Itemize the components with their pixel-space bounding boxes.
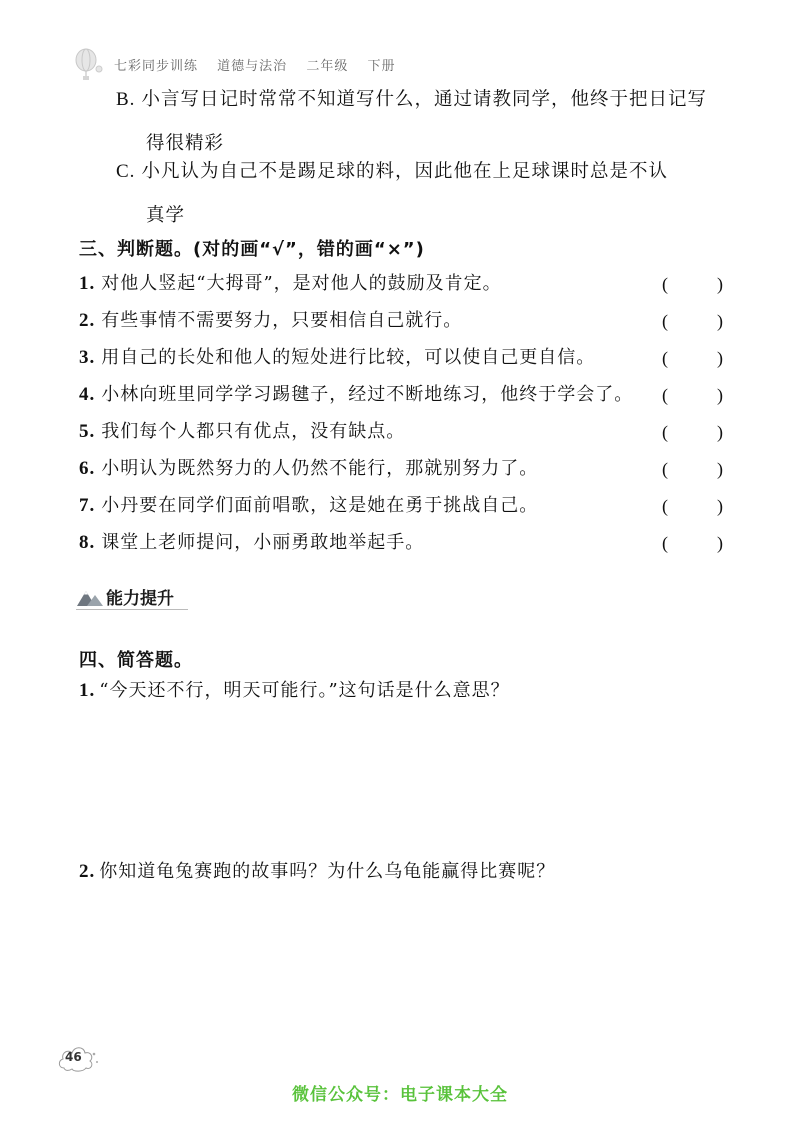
watermark-text: 微信公众号：电子课本大全 (292, 1085, 508, 1105)
answer-blank[interactable]: ( ) (662, 533, 724, 553)
question-text: 你知道龟兔赛跑的故事吗？为什么乌龟能赢得比赛呢？ (99, 861, 556, 882)
option-text-line2: 得很精彩 (146, 133, 225, 154)
item-text: 小丹要在同学们面前唱歌，这是她在勇于挑战自己。 (101, 495, 539, 516)
option-c (116, 150, 736, 238)
answer-blank[interactable]: ( ) (662, 274, 724, 294)
item-number: 5. (79, 421, 96, 442)
question-item (79, 857, 729, 887)
option-text-line2: 真学 (146, 205, 186, 226)
answer-blank[interactable]: ( ) (662, 348, 724, 368)
item-text: 课堂上老师提问，小丽勇敢地举起手。 (101, 532, 425, 553)
header-grade: 二年级 (306, 58, 349, 74)
item-number: 4. (79, 384, 96, 405)
judgment-item (79, 343, 724, 373)
page-number: 46 (65, 1050, 82, 1064)
judgment-item (79, 454, 724, 484)
header-subject: 道德与法治 (217, 58, 288, 74)
answer-blank[interactable]: ( ) (662, 311, 724, 331)
item-text: 对他人竖起“大拇哥”，是对他人的鼓励及肯定。 (101, 273, 502, 294)
item-number: 7. (79, 495, 96, 516)
judgment-item (79, 269, 724, 299)
item-number: 2. (79, 310, 96, 331)
judgment-item (79, 528, 724, 558)
item-text: 小林向班里同学学习踢毽子，经过不断地练习，他终于学会了。 (101, 384, 634, 405)
option-text-line1: 小言写日记时常常不知道写什么，通过请教同学，他终于把日记写 (141, 89, 707, 110)
item-number: 3. (79, 347, 96, 368)
item-text: 我们每个人都只有优点，没有缺点。 (101, 421, 406, 442)
question-number: 2. (79, 861, 96, 882)
question-text: “今天还不行，明天可能行。”这句话是什么意思？ (99, 680, 510, 701)
judgment-item (79, 417, 724, 447)
ability-underline (76, 609, 188, 610)
answer-blank[interactable]: ( ) (662, 385, 724, 405)
balloon-logo-icon (72, 47, 106, 81)
mountain-icon (76, 587, 104, 607)
section-title-short-answer: 四、简答题。 (79, 650, 193, 671)
section-title-judgment: 三、判断题。(对的画“√”，错的画“×”) (79, 239, 425, 260)
answer-blank[interactable]: ( ) (662, 459, 724, 479)
answer-blank[interactable]: ( ) (662, 422, 724, 442)
page-number-badge (56, 1040, 100, 1076)
header-series: 七彩同步训练 (114, 58, 199, 74)
item-text: 用自己的长处和他人的短处进行比较，可以使自己更自信。 (101, 347, 596, 368)
judgment-item (79, 306, 724, 336)
item-text: 小明认为既然努力的人仍然不能行，那就别努力了。 (101, 458, 539, 479)
question-item (79, 676, 729, 706)
page-header (72, 46, 409, 82)
ability-section-heading (76, 584, 174, 609)
option-text-line1: 小凡认为自己不是踢足球的料，因此他在上足球课时总是不认 (141, 161, 668, 182)
ability-label: 能力提升 (106, 589, 174, 609)
judgment-item (79, 380, 724, 410)
item-number: 8. (79, 532, 96, 553)
header-text (114, 55, 409, 74)
option-letter: B. (116, 89, 136, 110)
answer-blank[interactable]: ( ) (662, 496, 724, 516)
item-number: 6. (79, 458, 96, 479)
header-volume: 下册 (367, 58, 396, 74)
item-text: 有些事情不需要努力，只要相信自己就行。 (101, 310, 463, 331)
question-number: 1. (79, 680, 96, 701)
judgment-item (79, 491, 724, 521)
item-number: 1. (79, 273, 96, 294)
option-letter: C. (116, 161, 136, 182)
